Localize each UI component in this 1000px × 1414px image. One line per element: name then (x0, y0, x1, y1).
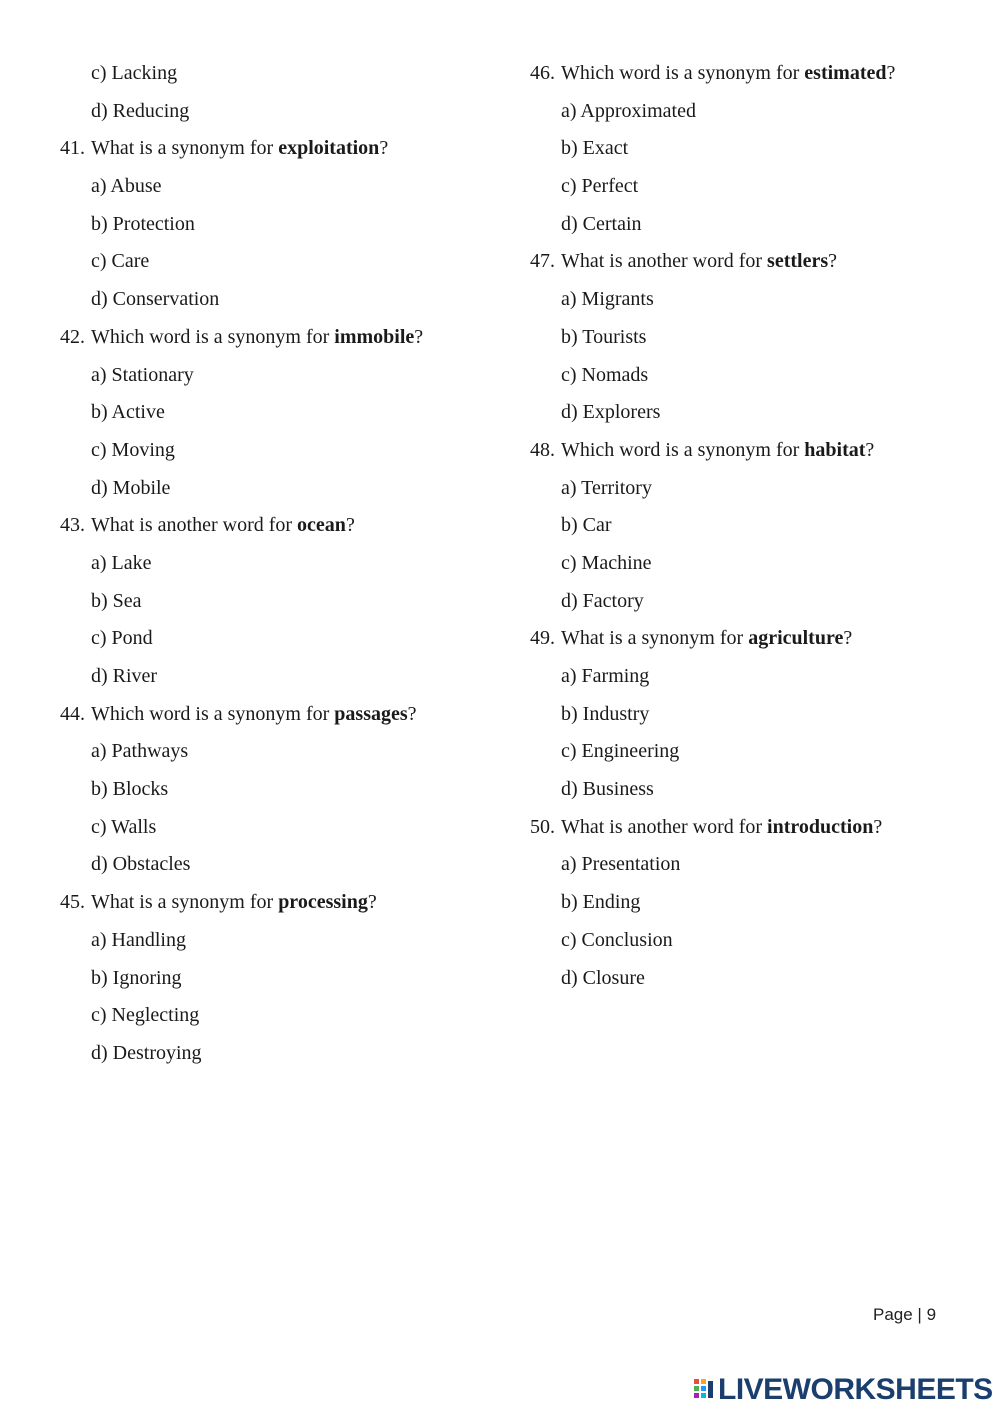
liveworksheets-brand[interactable] (693, 1372, 993, 1408)
question-suffix: ? (367, 891, 377, 914)
option-43-c: c) Pond (91, 627, 153, 650)
option-48-c: c) Machine (561, 551, 652, 574)
question-prefix: Which word is a synonym for (561, 438, 805, 461)
page-number: Page | 9 (873, 1305, 937, 1324)
question-suffix: ? (414, 325, 424, 348)
option-41-c: c) Care (91, 250, 150, 273)
option-44-a: a) Pathways (91, 740, 189, 763)
option-43-b: b) Sea (91, 589, 142, 612)
question-number: 48. (530, 438, 555, 461)
option-47-a: a) Migrants (561, 288, 654, 311)
question-suffix: ? (886, 62, 896, 84)
option-46-b: b) Exact (561, 137, 629, 160)
question-number: 42. (60, 325, 85, 348)
option-44-b: b) Blocks (91, 778, 169, 801)
question-prefix: What is a synonym for (561, 627, 749, 650)
question-suffix: ? (379, 137, 389, 160)
option-48-a: a) Territory (561, 476, 652, 499)
question-prefix: Which word is a synonym for (561, 62, 805, 84)
question-prefix: What is a synonym for (91, 891, 279, 914)
option-46-a: a) Approximated (561, 99, 696, 122)
left-column (60, 55, 500, 1073)
option-44-c: c) Walls (91, 815, 157, 838)
option-47-c: c) Nomads (561, 363, 649, 386)
option-49-b: b) Industry (561, 702, 650, 725)
option-44-d: d) Obstacles (91, 853, 191, 876)
question-number: 45. (60, 891, 85, 914)
option-50-c: c) Conclusion (561, 928, 673, 951)
question-prefix: What is another word for (91, 514, 298, 537)
option-41-d: d) Conservation (91, 288, 220, 311)
question-prefix: Which word is a synonym for (91, 702, 335, 725)
question-prefix: What is a synonym for (91, 137, 279, 160)
question-keyword: habitat (804, 438, 866, 461)
question-45 (60, 884, 500, 922)
question-number: 49. (530, 627, 555, 650)
question-suffix: ? (843, 627, 853, 650)
option-49-a: a) Farming (561, 665, 650, 687)
question-number: 41. (60, 137, 85, 160)
option-41-b: b) Protection (91, 212, 195, 235)
option-50-d: d) Closure (561, 966, 645, 989)
question-keyword: settlers (767, 250, 829, 273)
option-42-d: d) Mobile (91, 476, 171, 499)
question-49 (530, 620, 970, 658)
option-45-c: c) Neglecting (91, 1004, 200, 1027)
option-continuation-d: d) Reducing (91, 99, 190, 122)
option-41-a: a) Abuse (91, 175, 162, 198)
option-continuation-c: c) Lacking (91, 62, 178, 84)
option-49-d: d) Business (561, 778, 654, 801)
question-keyword: ocean (297, 514, 346, 537)
question-keyword: processing (278, 891, 368, 914)
question-keyword: agriculture (748, 627, 844, 650)
question-number: 50. (530, 815, 555, 838)
question-suffix: ? (865, 438, 875, 461)
option-42-c: c) Moving (91, 438, 175, 461)
option-50-b: b) Ending (561, 891, 641, 914)
liveworksheets-logo-icon (693, 1377, 715, 1403)
option-45-d: d) Destroying (91, 1041, 202, 1064)
question-suffix: ? (873, 815, 883, 838)
question-number: 46. (530, 62, 555, 84)
option-46-d: d) Certain (561, 212, 642, 235)
question-42 (60, 319, 500, 357)
option-45-a: a) Handling (91, 928, 186, 951)
option-48-b: b) Car (561, 514, 612, 537)
option-50-a: a) Presentation (561, 853, 681, 876)
option-47-d: d) Explorers (561, 401, 661, 424)
question-suffix: ? (828, 250, 838, 273)
question-prefix: Which word is a synonym for (91, 325, 335, 348)
option-45-b: b) Ignoring (91, 966, 182, 989)
question-suffix: ? (407, 702, 417, 725)
question-48 (530, 432, 970, 470)
option-43-a: a) Lake (91, 551, 152, 574)
question-number: 43. (60, 514, 85, 537)
option-46-c: c) Perfect (561, 175, 639, 198)
option-43-d: d) River (91, 665, 158, 687)
question-keyword: exploitation (278, 137, 380, 160)
question-number: 44. (60, 702, 85, 725)
question-keyword: passages (334, 702, 408, 725)
brand-name: LIVEWORKSHEETS (718, 1373, 993, 1406)
option-42-a: a) Stationary (91, 363, 194, 386)
question-keyword: introduction (767, 815, 874, 838)
option-48-d: d) Factory (561, 589, 644, 612)
option-42-b: b) Active (91, 401, 165, 424)
question-44 (60, 696, 500, 734)
question-46 (530, 55, 970, 93)
right-column (530, 55, 970, 997)
question-41 (60, 130, 500, 168)
question-50 (530, 809, 970, 847)
question-prefix: What is another word for (561, 250, 768, 273)
question-number: 47. (530, 250, 555, 273)
question-suffix: ? (345, 514, 355, 537)
question-47 (530, 243, 970, 281)
question-43 (60, 507, 500, 545)
question-prefix: What is another word for (561, 815, 768, 838)
question-keyword: immobile (334, 325, 415, 348)
option-47-b: b) Tourists (561, 325, 647, 348)
question-keyword: estimated (804, 62, 887, 84)
option-49-c: c) Engineering (561, 740, 680, 763)
